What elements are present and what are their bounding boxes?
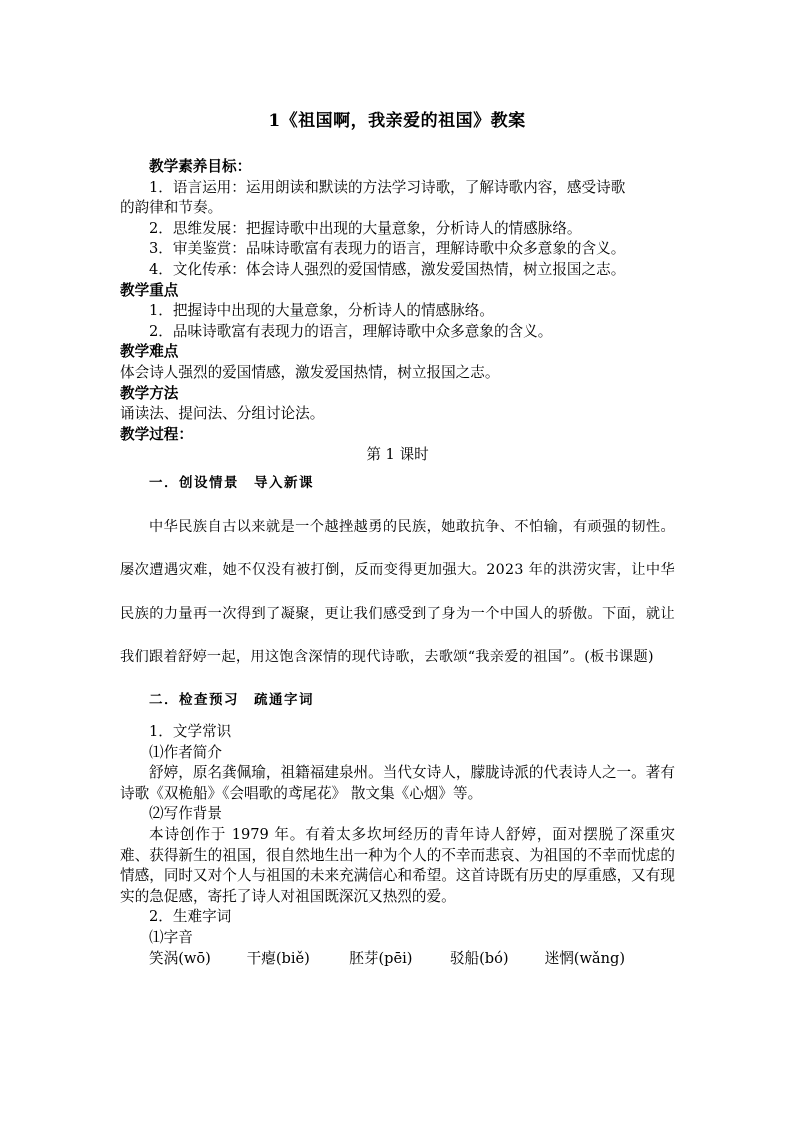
methods-text: 诵读法、提问法、分组讨论法。 bbox=[120, 405, 325, 423]
pronunciation-item: 驳船(bó) bbox=[449, 949, 509, 967]
goal-item-continued: 的韵律和节奏。 bbox=[120, 199, 223, 217]
key-point-item: 1．把握诗中出现的大量意象，分析诗人的情感脉络。 bbox=[149, 302, 494, 320]
goal-item: 4．文化传承：体会诗人强烈的爱国情感，激发爱国热情，树立报国之志。 bbox=[149, 260, 626, 278]
pronunciation-item: 胚芽(pēi) bbox=[349, 949, 413, 967]
methods-heading: 教学方法 bbox=[120, 384, 179, 402]
intro-paragraph: 中华民族自古以来就是一个越挫越勇的民族，她敢抗争、不怕输，有顽强的韧性。屡次遭遇灾难，她不仅没有被打倒，反而变得更加强大。2023 年的洪涝灾害，让中华民族的力量再一次得到了凝聚，更让我们感受到了身为一个中国人的骄傲。下面，就让我们跟着舒婷一起，用这饱含深情的现代诗歌，去歌颂“我亲爱的祖国”。(板书课题) bbox=[120, 518, 675, 665]
literature-heading: 1．文学常识 bbox=[149, 723, 232, 741]
author-heading: ⑴作者简介 bbox=[149, 743, 222, 761]
section-heading-intro: 一．创设情景 导入新课 bbox=[149, 474, 314, 491]
lesson-label: 第 1 课时 bbox=[366, 446, 429, 464]
key-point-item: 2．品味诗歌富有表现力的语言，理解诗歌中众多意象的含义。 bbox=[149, 322, 553, 340]
pronunciation-heading: ⑴字音 bbox=[149, 929, 193, 947]
document-body bbox=[120, 157, 675, 969]
process-heading: 教学过程： bbox=[120, 425, 193, 443]
key-points-heading: 教学重点 bbox=[120, 281, 179, 299]
background-text: 本诗创作于 1979 年。有着太多坎坷经历的青年诗人舒婷，面对摆脱了深重灾难、获得新生的祖国，很自然地生出一种为个人的不幸而悲哀、为祖国的不幸而忧虑的情感，同时又对个人与祖国的未来充满信心和希望。这首诗既有历史的厚重感，又有现实的急促感，寄托了诗人对祖国既深沉又热烈的爱。 bbox=[120, 826, 675, 905]
author-text: 舒婷，原名龚佩瑜，祖籍福建泉州。当代女诗人，朦胧诗派的代表诗人之一。著有诗歌《双桅船》《会唱歌的鸢尾花》 散文集《心烟》等。 bbox=[120, 764, 675, 802]
difficulty-heading: 教学难点 bbox=[120, 343, 179, 361]
page-title: 1《祖国啊，我亲爱的祖国》教案 bbox=[268, 111, 526, 131]
pronunciation-item: 笑涡(wō) bbox=[149, 949, 211, 967]
pronunciation-item: 迷惘(wǎng) bbox=[544, 949, 626, 967]
difficulty-text: 体会诗人强烈的爱国情感，激发爱国热情，树立报国之志。 bbox=[120, 363, 500, 381]
section-heading-preview: 二．检查预习 疏通字词 bbox=[149, 691, 314, 708]
words-heading: 2．生难字词 bbox=[149, 908, 232, 926]
pronunciation-item: 干瘪(biě) bbox=[246, 949, 310, 967]
goal-item: 3．审美鉴赏：品味诗歌富有表现力的语言，理解诗歌中众多意象的含义。 bbox=[149, 240, 626, 258]
background-heading: ⑵写作背景 bbox=[149, 805, 222, 823]
pronunciation-row bbox=[120, 949, 675, 970]
goals-heading: 教学素养目标： bbox=[149, 158, 252, 175]
goal-item: 1．语言运用：运用朗读和默读的方法学习诗歌，了解诗歌内容，感受诗歌 bbox=[149, 178, 626, 196]
goal-item: 2．思维发展：把握诗歌中出现的大量意象，分析诗人的情感脉络。 bbox=[149, 219, 582, 237]
